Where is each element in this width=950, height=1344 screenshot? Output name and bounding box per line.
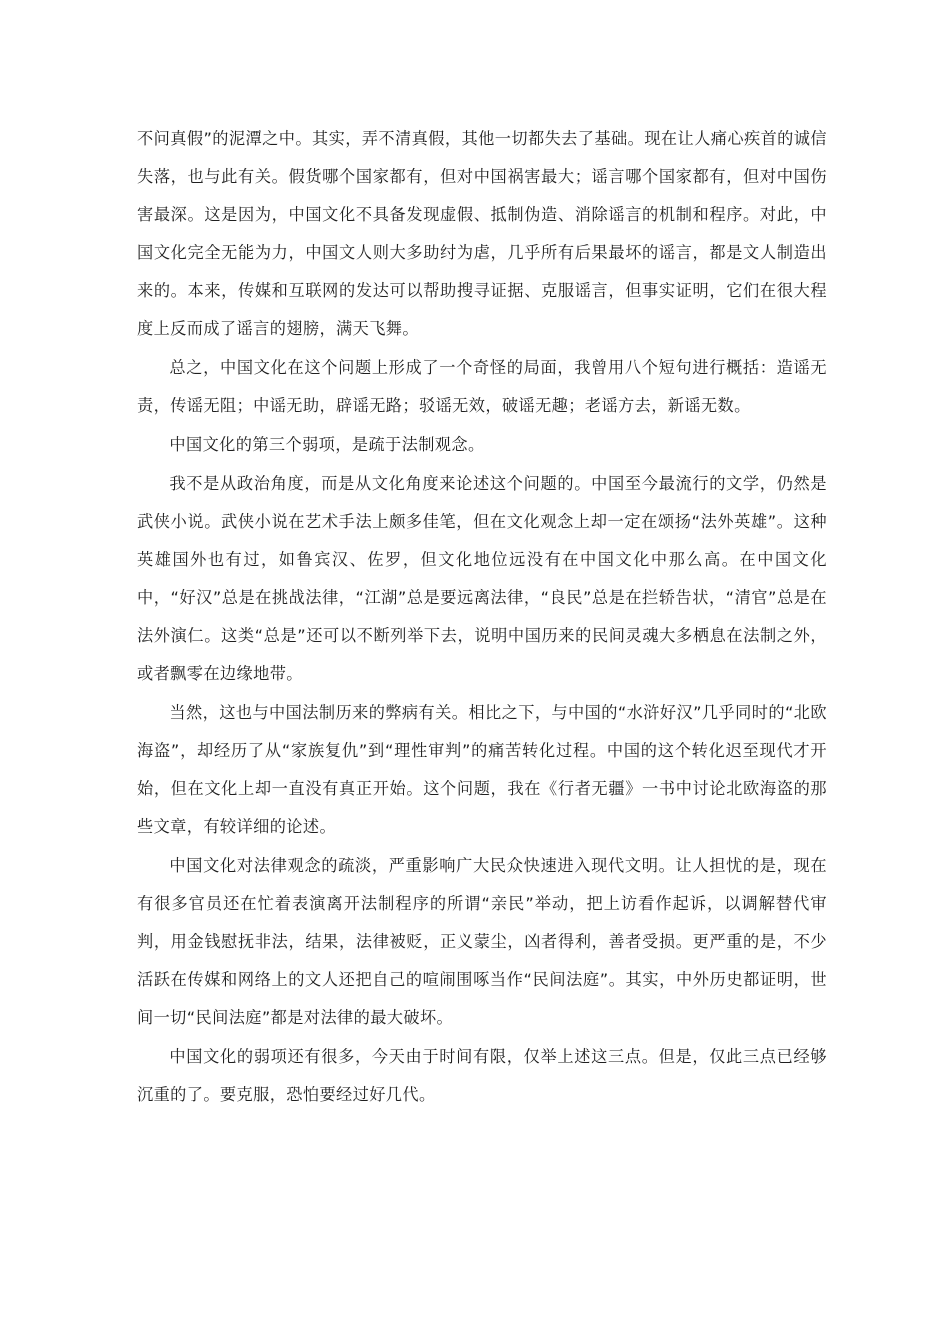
- paragraph-7: 中国文化的弱项还有很多，今天由于时间有限，仅举上述这三点。但是，仅此三点已经够沉重的了。要克服，恐怕要经过好几代。: [137, 1047, 827, 1104]
- paragraph-3: 中国文化的第三个弱项，是疏于法制观念。: [169, 435, 485, 454]
- paragraph-2: 总之，中国文化在这个问题上形成了一个奇怪的局面，我曾用八个短句进行概括：造谣无责，传谣无阻；中谣无助，辟谣无路；驳谣无效，破谣无趣；老谣方去，新谣无数。: [137, 358, 827, 415]
- paragraph-5: 当然，这也与中国法制历来的弊病有关。相比之下，与中国的“水浒好汉”几乎同时的“北欧海盗”，却经历了从“家族复仇”到“理性审判”的痛苦转化过程。中国的这个转化迟至现代才开始，但在文化上却一直没有真正开始。这个问题，我在《行者无疆》一书中讨论北欧海盗的那些文章，有较详细的论述。: [137, 703, 827, 836]
- article-body: [137, 120, 827, 1114]
- paragraph-4: 我不是从政治角度，而是从文化角度来论述这个问题的。中国至今最流行的文学，仍然是武侠小说。武侠小说在艺术手法上颇多佳笔，但在文化观念上却一定在颂扬“法外英雄”。这种英雄国外也有过，如鲁宾汉、佐罗，但文化地位远没有在中国文化中那么高。在中国文化中，“好汉”总是在挑战法律，“江湖”总是要远离法律，“良民”总是在拦轿告状，“清官”总是在法外演仁。这类“总是”还可以不断列举下去，说明中国历来的民间灵魂大多栖息在法制之外，或者飘零在边缘地带。: [137, 474, 827, 683]
- paragraph-1: 不问真假”的泥潭之中。其实，弄不清真假，其他一切都失去了基础。现在让人痛心疾首的诚信失落，也与此有关。假货哪个国家都有，但对中国祸害最大；谣言哪个国家都有，但对中国伤害最深。这是因为，中国文化不具备发现虚假、抵制伪造、消除谣言的机制和程序。对此，中国文化完全无能为力，中国文人则大多助纣为虐，几乎所有后果最坏的谣言，都是文人制造出来的。本来，传媒和互联网的发达可以帮助搜寻证据、克服谣言，但事实证明，它们在很大程度上反而成了谣言的翅膀，满天飞舞。: [137, 129, 827, 338]
- paragraph-6: 中国文化对法律观念的疏淡，严重影响广大民众快速进入现代文明。让人担忧的是，现在有很多官员还在忙着表演离开法制程序的所谓“亲民”举动，把上访看作起诉，以调解替代审判，用金钱慰抚非法，结果，法律被贬，正义蒙尘，凶者得利，善者受损。更严重的是，不少活跃在传媒和网络上的文人还把自己的喧闹围啄当作“民间法庭”。其实，中外历史都证明，世间一切“民间法庭”都是对法律的最大破坏。: [137, 856, 827, 1027]
